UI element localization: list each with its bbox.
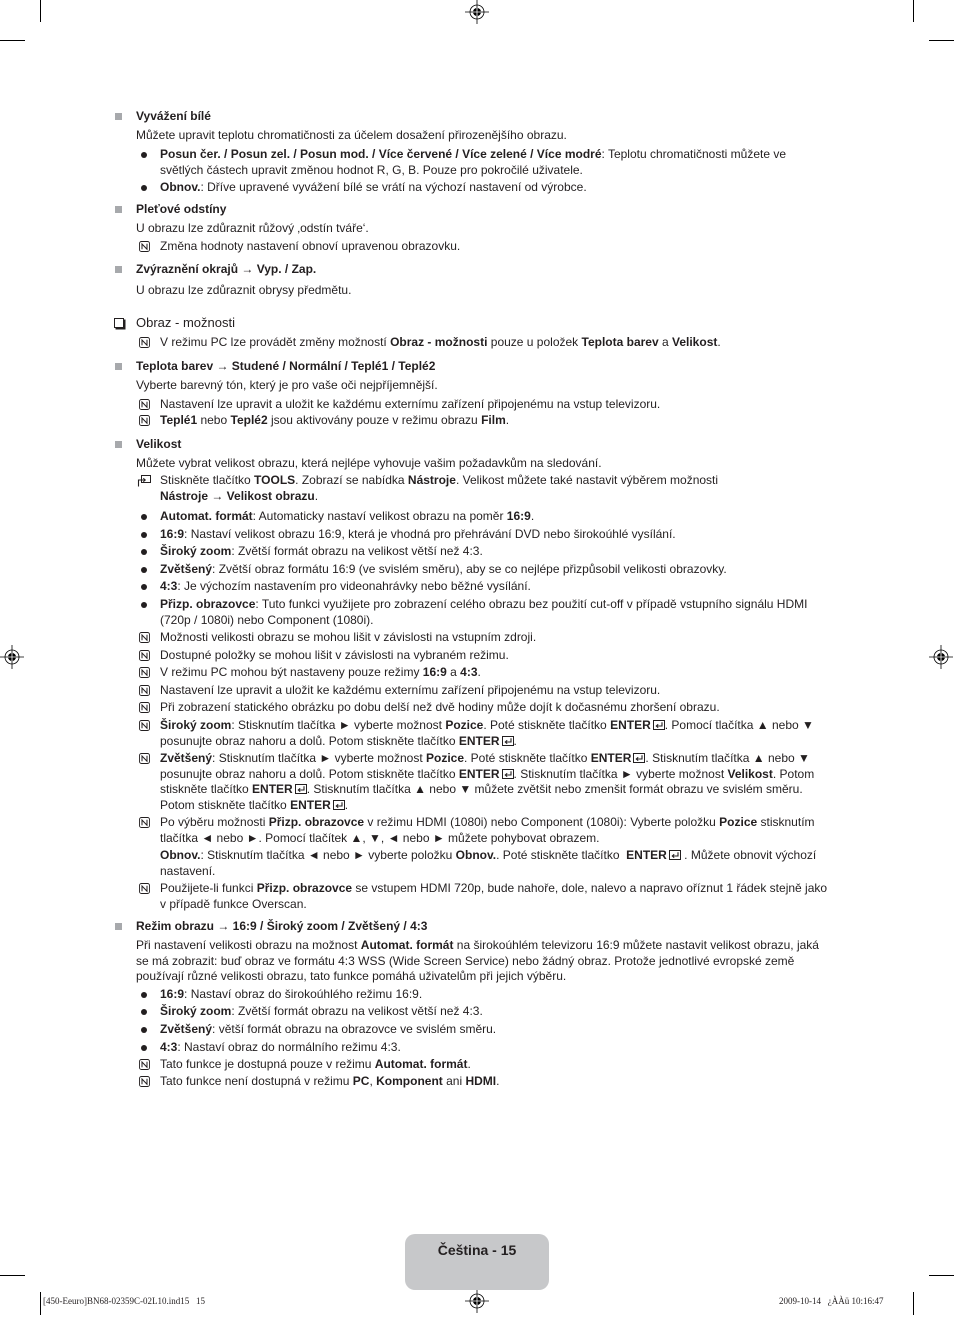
bold-text: 16:9 (422, 665, 447, 680)
text-run: Vyberte barevný tón, který je pro vaše oči nejpříjemnější. (136, 378, 438, 393)
text-line (160, 562, 727, 578)
bold-text: Velikost (136, 437, 182, 452)
text-run: : Zvětší formát obrazu na velikost větší než 4:3. (231, 1004, 483, 1019)
text-line (160, 815, 815, 831)
text-run: Změna hodnoty nastavení obnoví upravenou obrazovku. (160, 239, 461, 254)
text-run: Nastavení lze upravit a uložit ke každému externímu zařízení připojenému na vstup televizoru. (160, 397, 661, 412)
note-item (160, 1074, 499, 1090)
bullet-item (160, 597, 807, 628)
bold-text: Pozice (719, 815, 758, 830)
section-heading (136, 919, 427, 935)
bold-text: 16:9 (506, 509, 531, 524)
round-bullet-icon (141, 1027, 147, 1033)
checkbox-icon (114, 318, 124, 328)
text-run: : Je výchozím nastavením pro videonahrávky nebo běžné vysílání. (177, 579, 531, 594)
bullet-item (160, 180, 587, 196)
text-line (160, 897, 827, 913)
bold-text: ENTER (626, 848, 667, 863)
note-item (160, 397, 660, 413)
bold-text: ENTER (458, 733, 500, 748)
note-item (160, 239, 460, 255)
note-icon (139, 1076, 150, 1087)
text-line (160, 1040, 401, 1056)
enter-icon (653, 720, 665, 730)
print-slug-date: 2009-10-14 ¿ÀÀü 10:16:47 (779, 1296, 884, 1306)
text-line (160, 683, 660, 699)
round-bullet-icon (141, 602, 147, 608)
bullet-item (160, 544, 483, 560)
text-run: : Stisknutím tlačítka ► vyberte možnost (231, 718, 446, 733)
text-run: , (369, 1074, 377, 1089)
text-run: se má zobrazit: buď obraz ve formátu 4:3 WSS (Wide Screen Service) nebo žádný obraz. Protože jednotlivé evropské země (136, 953, 795, 968)
text-line (160, 767, 814, 783)
bold-text: Automat. formát (360, 938, 454, 953)
bold-text: Teplota barev (581, 335, 659, 350)
bold-text: Obnov. (160, 848, 201, 863)
bullet-item (160, 527, 676, 543)
bold-text: Automat. formát (160, 509, 253, 524)
bold-text: ENTER (252, 782, 293, 797)
square-bullet-icon (115, 206, 122, 213)
note-icon (139, 241, 150, 252)
bold-text: Teplé2 (230, 413, 268, 428)
text-run: jsou aktivovány pouze v režimu obrazu (267, 413, 482, 428)
bold-text: Pozice (445, 718, 484, 733)
text-line (160, 544, 483, 560)
bold-text: ENTER (590, 751, 632, 766)
text-line (160, 782, 814, 798)
text-line (160, 527, 676, 543)
note-icon (139, 337, 150, 348)
note-item (160, 665, 481, 681)
bold-text: ENTER (290, 797, 331, 812)
bold-text: Film (481, 413, 506, 428)
bold-text: Pleťové odstíny (136, 202, 227, 217)
text-line (136, 437, 181, 453)
text-run: : Nastaví obraz do normálního režimu 4:3. (177, 1040, 401, 1055)
bold-text: 16:9 (160, 987, 185, 1002)
text-run: . (496, 1074, 500, 1089)
text-line (160, 648, 509, 664)
bold-text: Zvětšený (160, 562, 213, 577)
text-run: se vstupem HDMI 720p, bude nahoře, dole, nalevo a napravo oříznut 1 řádek stejně jako (352, 881, 828, 896)
note-item (160, 335, 721, 351)
bold-text: 16:9 (160, 527, 185, 542)
text-run: . Poté stiskněte tlačítko (483, 718, 611, 733)
text-line (160, 718, 814, 734)
round-bullet-icon (141, 532, 147, 538)
bold-text: PC (352, 1074, 370, 1089)
text-run: . (477, 665, 481, 680)
text-line (160, 864, 816, 880)
text-line (136, 456, 602, 472)
round-bullet-icon (141, 1045, 147, 1051)
text-run: Můžete upravit teplotu chromatičnosti za účelem dosažení přirozenějšího obrazu. (136, 128, 567, 143)
bold-text: Teplota barev → Studené / Normální / Teplé1 / Teplé2 (136, 359, 436, 374)
bold-text: Zvětšený (160, 1022, 213, 1037)
note-item (160, 881, 827, 912)
page-number-tab (405, 1234, 549, 1290)
text-run: posunujte obraz nahoru a dolů. Potom stiskněte tlačítko (160, 766, 459, 781)
note-item (160, 1057, 471, 1073)
bullet-item (160, 1040, 401, 1056)
page-number-label: Čeština - 15 (437, 1242, 517, 1258)
note-icon (139, 667, 150, 678)
bold-text: Automat. formát (374, 1057, 468, 1072)
text-run: a (446, 665, 461, 680)
text-line (160, 147, 786, 163)
text-line (160, 597, 807, 613)
text-line (136, 919, 427, 935)
text-line (160, 848, 816, 864)
bold-text: HDMI (465, 1074, 497, 1089)
text-run: V režimu PC lze provádět změny možností (160, 335, 391, 350)
text-run: . (513, 733, 517, 748)
bold-text: Pozice (425, 751, 464, 766)
note-item (160, 700, 720, 716)
note-item (160, 683, 660, 699)
bullet-item (160, 147, 786, 178)
text-run: Tato funkce není dostupná v režimu (160, 1074, 353, 1089)
text-run: : Dříve upravené vyvážení bílé se vrátí na výchozí nastavení od výrobce. (200, 180, 587, 195)
text-run: stisknutím (757, 815, 815, 830)
text-run: . Stisknutím tlačítka ▲ nebo ▼ (645, 751, 810, 766)
text-run: : Tuto funkci využijete pro zobrazení celého obrazu bez použití cut-off v případě vstupního signálu HDMI (255, 597, 808, 612)
text-run: . (467, 1057, 471, 1072)
text-run: používají různé velikosti obrazu, tato funkce pomáhá uživatelům při jejich výběru. (136, 969, 567, 984)
enter-icon (669, 850, 681, 860)
bullet-item (160, 562, 727, 578)
text-run: . (505, 413, 510, 428)
text-run: : Nastaví obraz do širokoúhlého režimu 16:9. (184, 987, 423, 1002)
text-run: posunujte obraz nahoru a dolů. Potom stiskněte tlačítko (160, 733, 459, 748)
text-line (160, 163, 786, 179)
text-run: (720p / 1080i) nebo Component (1080i). (160, 612, 374, 627)
text-line (160, 1004, 483, 1020)
text-run: v režimu HDMI (1080i) nebo Component (1080i): Vyberte položku (364, 815, 720, 830)
note-icon (139, 720, 150, 731)
section-heading (136, 359, 435, 375)
bold-text: Velikost (727, 766, 773, 781)
text-run: Použijete-li funkci (160, 881, 257, 896)
text-line (160, 751, 814, 767)
bold-text: 4:3 (160, 1040, 178, 1055)
text-line (136, 283, 351, 299)
text-run: a (658, 335, 672, 350)
text-run: . Můžete obnovit výchozí (680, 848, 817, 863)
text-line (136, 221, 369, 237)
tools-note (160, 473, 718, 504)
round-bullet-icon (141, 992, 147, 998)
text-line (160, 831, 815, 847)
text-line (160, 397, 660, 413)
paragraph (136, 456, 602, 472)
round-bullet-icon (141, 514, 147, 520)
bold-text: Teplé1 (160, 413, 198, 428)
paragraph (136, 128, 567, 144)
text-run: : Stisknutím tlačítka ◄ nebo ► vyberte položku (200, 848, 456, 863)
note-item (160, 630, 536, 646)
round-bullet-icon (141, 152, 147, 158)
text-run: : Zvětší formát obrazu na velikost větší než 4:3. (231, 544, 483, 559)
text-run: Dostupné položky se mohou lišit v závislosti na vybraném režimu. (160, 648, 509, 663)
text-run: na širokoúhlém televizoru 16:9 můžete nastavit velikost obrazu, jaká (453, 938, 819, 953)
bold-text: 4:3 (460, 665, 478, 680)
note-icon (139, 415, 150, 426)
bullet-item (160, 1022, 496, 1038)
bold-text: Přizp. obrazovce (160, 597, 256, 612)
text-line (136, 969, 819, 985)
text-run: . Potom (772, 766, 815, 781)
note-icon (139, 650, 150, 661)
text-line (160, 1074, 499, 1090)
text-run: . Stisknutím tlačítka ▲ nebo ▼ můžete zvětšit nebo zmenšit formát obrazu ve svislém směru. (306, 782, 803, 797)
text-run: Stiskněte tlačítko (160, 473, 255, 488)
paragraph (136, 378, 438, 394)
bold-text: Přizp. obrazovce (268, 815, 365, 830)
note-icon (139, 632, 150, 643)
note-icon (139, 685, 150, 696)
square-bullet-icon (115, 441, 122, 448)
bold-text: Komponent (376, 1074, 443, 1089)
text-line (160, 180, 587, 196)
paragraph (136, 938, 819, 985)
text-line (160, 798, 814, 814)
text-run: . Poté stiskněte tlačítko (464, 751, 591, 766)
square-bullet-icon (115, 923, 122, 930)
print-slug-file: [450-Eeuro]BN68-02359C-02L10.ind15 15 (43, 1296, 205, 1306)
note-item (160, 413, 509, 429)
bold-text: 4:3 (160, 579, 178, 594)
enter-icon (333, 800, 345, 810)
round-bullet-icon (141, 584, 147, 590)
text-run: stiskněte tlačítko (160, 782, 253, 797)
text-line (160, 335, 721, 351)
text-run: U obrazu lze zdůraznit obrysy předmětu. (136, 283, 352, 298)
text-run: . Velikost můžete také nastavit výběrem možnosti (455, 473, 719, 488)
text-line (160, 239, 460, 255)
round-bullet-icon (141, 1009, 147, 1015)
bullet-item (160, 1004, 483, 1020)
text-run: . Zobrazí se nabídka (295, 473, 408, 488)
text-run: Při nastavení velikosti obrazu na možnost (136, 938, 361, 953)
bold-text: ENTER (458, 766, 500, 781)
bold-text: Posun čer. / Posun zel. / Posun mod. / Více červené / Více zelené / Více modré (160, 147, 602, 162)
text-run: pouze u položek (487, 335, 582, 350)
bold-text: Zvětšený (160, 751, 213, 766)
subsection-title (136, 315, 235, 331)
text-run: . Poté stiskněte tlačítko (496, 848, 627, 863)
text-line (160, 665, 481, 681)
text-run: Při zobrazení statického obrázku po dobu delší než dvě hodiny může dojít k dočasnému zhoršení obrazu. (160, 700, 720, 715)
bold-text: Obnov. (160, 180, 201, 195)
round-bullet-icon (141, 567, 147, 573)
text-line (160, 1022, 496, 1038)
text-run: Možnosti velikosti obrazu se mohou lišit v závislosti na vstupním zdroji. (160, 630, 537, 645)
bold-text: Nástroje → Velikost obrazu (160, 488, 315, 503)
text-run: . (314, 488, 319, 503)
bullet-item (160, 509, 534, 525)
text-line (136, 202, 226, 218)
bold-text: Široký zoom (160, 544, 232, 559)
text-line (160, 613, 807, 629)
text-line (160, 734, 814, 750)
text-line (136, 262, 316, 278)
paragraph (136, 221, 369, 237)
text-run: Po výběru možnosti (160, 815, 269, 830)
text-line (136, 315, 235, 331)
text-line (160, 1057, 471, 1073)
bold-text: Obraz - možnosti (390, 335, 488, 350)
note-item (160, 815, 815, 846)
text-line (160, 489, 718, 505)
bold-text: Přizp. obrazovce (256, 881, 353, 896)
section-heading (136, 109, 211, 125)
text-run: světlých částech upravit změnou hodnot R, G, B. Pouze pro pokročilé uživatele. (160, 162, 583, 177)
note-icon (139, 399, 150, 410)
bullet-item (160, 987, 422, 1003)
square-bullet-icon (115, 113, 122, 120)
bold-text: Obnov. (455, 848, 497, 863)
text-run: Můžete vybrat velikost obrazu, která nejlépe vyhovuje vašim požadavkům na sledování. (136, 456, 602, 471)
section-heading (136, 437, 181, 453)
paragraph (160, 848, 816, 879)
text-line (136, 378, 438, 394)
text-line (136, 128, 567, 144)
text-run: : Nastaví velikost obrazu 16:9, která je vhodná pro přehrávání DVD nebo širokoúhlé vysílání. (184, 527, 676, 542)
bullet-item (160, 579, 531, 595)
text-line (160, 987, 422, 1003)
text-run: : Stisknutím tlačítka ► vyberte možnost (212, 751, 426, 766)
bold-text: Vyvážení bílé (136, 109, 211, 124)
enter-icon (633, 753, 645, 763)
note-item (160, 751, 814, 813)
text-line (136, 359, 435, 375)
text-run: . (530, 509, 535, 524)
section-heading (136, 202, 226, 218)
bold-text: Zvýraznění okrajů → Vyp. / Zap. (136, 262, 317, 277)
text-line (160, 473, 718, 489)
note-icon (139, 753, 150, 764)
note-item (160, 648, 509, 664)
text-run: . (717, 335, 721, 350)
text-line (160, 630, 536, 646)
text-run: ani (442, 1074, 466, 1089)
text-run: : Zvětší obraz formátu 16:9 (ve svislém směru), aby se co nejlépe přizpůsobil velikosti obrazovky. (212, 562, 727, 577)
text-line (160, 413, 509, 429)
text-line (160, 509, 534, 525)
text-line (136, 109, 211, 125)
square-bullet-icon (115, 363, 122, 370)
text-line (136, 954, 819, 970)
text-run: : větší formát obrazu na obrazovce ve svislém směru. (212, 1022, 497, 1037)
text-run: : Teplotu chromatičnosti můžete ve (601, 147, 787, 162)
square-bullet-icon (115, 266, 122, 273)
text-run: Potom stiskněte tlačítko (160, 797, 291, 812)
tools-icon (137, 475, 151, 487)
enter-icon (502, 769, 514, 779)
text-line (136, 938, 819, 954)
text-run: . Stisknutím tlačítka ► vyberte možnost (513, 766, 728, 781)
text-line (160, 881, 827, 897)
text-run: v případě funkce Overscan. (160, 896, 307, 911)
text-line (160, 700, 720, 716)
text-run: tlačítka ◄ nebo ►. Pomocí tlačítek ▲, ▼, ◄ nebo ► můžete pohybovat obrazem. (160, 830, 600, 845)
round-bullet-icon (141, 549, 147, 555)
section-heading (136, 262, 316, 278)
bold-text: Velikost (672, 335, 718, 350)
enter-icon (295, 784, 307, 794)
round-bullet-icon (141, 185, 147, 191)
enter-icon (502, 736, 514, 746)
text-run: V režimu PC mohou být nastaveny pouze režimy (160, 665, 423, 680)
text-run: . (344, 797, 349, 812)
text-run: : Automaticky nastaví velikost obrazu na poměr (252, 509, 507, 524)
text-run: . Pomocí tlačítka ▲ nebo ▼ (664, 718, 814, 733)
text-run: Tato funkce je dostupná pouze v režimu (160, 1057, 375, 1072)
paragraph (136, 283, 351, 299)
bold-text: Režim obrazu → 16:9 / Široký zoom / Zvětšený / 4:3 (136, 919, 428, 934)
note-item (160, 718, 814, 749)
note-icon (139, 702, 150, 713)
text-run: U obrazu lze zdůraznit růžový ‚odstín tváře‘. (136, 221, 369, 236)
bold-text: Široký zoom (160, 718, 232, 733)
bold-text: Široký zoom (160, 1004, 232, 1019)
bold-text: ENTER (610, 718, 651, 733)
text-run: Obraz - možnosti (136, 315, 235, 331)
note-icon (139, 817, 150, 828)
text-run: nebo (197, 413, 231, 428)
text-line (160, 579, 531, 595)
bold-text: Nástroje (407, 473, 456, 488)
note-icon (139, 883, 150, 894)
text-run: Nastavení lze upravit a uložit ke každému externímu zařízení připojenému na vstup televizoru. (160, 683, 661, 698)
note-icon (139, 1059, 150, 1070)
bold-text: TOOLS (254, 473, 296, 488)
text-run: nastavení. (160, 863, 216, 878)
